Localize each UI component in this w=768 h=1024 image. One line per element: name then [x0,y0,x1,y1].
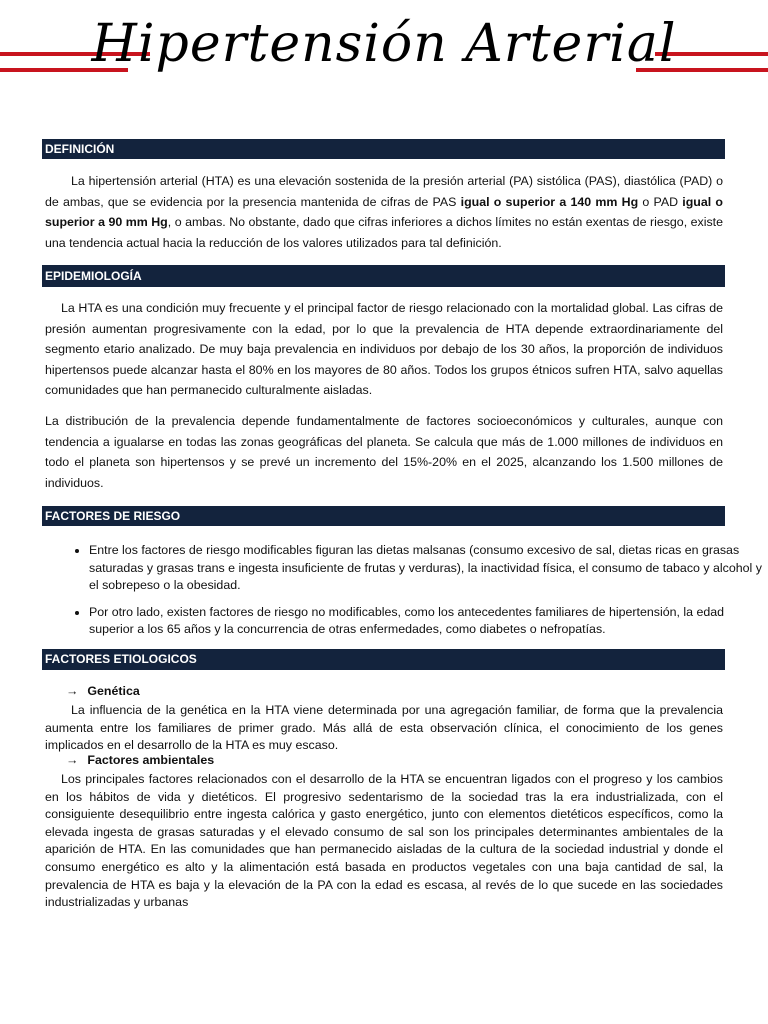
ambientales-title: Factores ambientales [87,753,215,767]
section-heading-factores-etiologicos: FACTORES ETIOLOGICOS [42,649,725,670]
section-heading-factores-riesgo: FACTORES DE RIESGO [42,506,725,526]
definicion-paragraph [45,171,723,253]
definicion-bold-2: igual o superior a 90 mm Hg [45,194,723,229]
arrow-right-icon: → [66,684,79,698]
section-heading-epidemiologia: EPIDEMIOLOGÍA [42,265,725,287]
page-title: Hipertensión Arterial [91,14,677,74]
subheading-genetica [66,684,140,698]
definicion-text-3: , o ambas. No obstante, dado que cifras inferiores a dichos límites no están exentas de riesgo, existe una tendencia actual hacia la reducción de los valores utilizados para tal definición. [45,215,723,250]
epidemiologia-paragraph-2: La distribución de la prevalencia depende fundamentalmente de factores socioeconómicos y culturales, aunque con tendencia a igualarse en todas las zonas geográficas del planeta. Se calcula que más de 1.000 millones de individuos en todo el planeta son hipertensos y se prevé un incremento del 15%-20% en el 2025, alcanzando los 1.500 millones de individuos. [45,414,723,490]
epidemiologia-paragraph-1: La HTA es una condición muy frecuente y el principal factor de riesgo relacionado con la mortalidad global. Las cifras de presión aumentan progresivamente con la edad, por lo que la prevalencia de HTA depende extraordinariamente del segmento etario analizado. De muy baja prevalencia en individuos por debajo de los 30 años, la proporción de individuos hipertensos puede alcanzar hasta el 80% en los mayores de 80 años. Todos los grupos étnicos sufren HTA, salvo aquellas comunidades que han permanecido culturalmente aisladas. [45,301,723,397]
list-item: • Entre los factores de riesgo modificables figuran las dietas malsanas (consumo excesivo de sal, dietas ricas en grasas saturadas y grasas trans e ingesta insuficiente de frutas y verduras), la inactividad física, el consumo de tabaco y alcohol y el sobrepeso o la obesidad. [89,542,767,595]
ambientales-paragraph: Los principales factores relacionados con el desarrollo de la HTA se encuentran ligados con el progreso y los cambios en los hábitos de vida y dietéticos. El progresivo sedentarismo de la sociedad tras la era industrializada, con el consiguiente desequilibrio entre ingesta calórica y gasto energético, junto con elementos dietéticos específicos, como la elevada ingesta de grasas saturadas y el elevado consumo de sal son los principales determinantes ambientales de la aparición de HTA. En las comunidades que han permanecido aisladas de la cultura de la sociedad industrial y donde el consumo energético es alto y la alimentación está basada en productos vegetales con una baja cantidad de sal, la prevalencia de HTA es baja y la elevación de la PA con la edad es escasa, al revés de lo que sucede en las sociedades industrializadas y urbanas [45,772,723,910]
list-item: • Por otro lado, existen factores de riesgo no modificables, como los antecedentes familiares de hipertensión, la edad superior a los 65 años y la concurrencia de otras enfermedades, como diabetes o nefropatías. [89,604,767,639]
genetica-title: Genética [87,684,140,698]
arrow-right-icon: → [66,753,79,767]
section-heading-definicion: DEFINICIÓN [42,139,725,159]
factores-riesgo-list [45,542,767,648]
definicion-bold-1: igual o superior a 140 mm Hg [460,194,639,209]
genetica-paragraph: La influencia de la genética en la HTA viene determinada por una agregación familiar, de forma que la prevalencia aumenta entre los familiares de primer grado. Más allá de esta observación clínica, el conocimiento de los genes implicados en el desarrollo de la HTA es muy escaso. [45,703,723,753]
definicion-text-1: La hipertensión arterial (HTA) es una elevación sostenida de la presión arterial (PA) sistólica (PAS), diastólica (PAD) o de ambas, que se evidencia por la presencia mantenida de cifras de PAS [45,174,723,209]
subheading-factores-ambientales [66,753,214,767]
definicion-text-2: o PAD [638,194,683,209]
